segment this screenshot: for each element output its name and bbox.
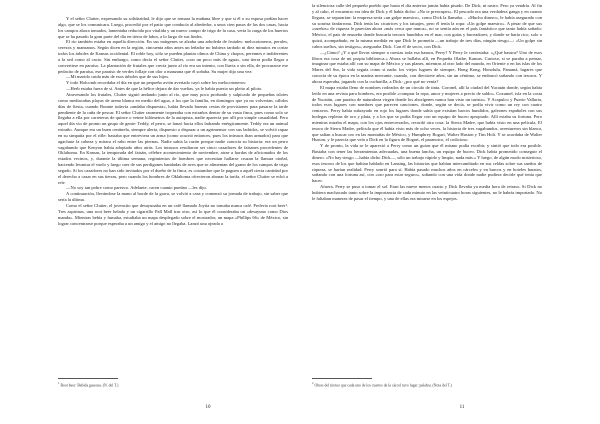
footnote-marker: 2 bbox=[312, 381, 314, 385]
paragraph: la silenciosa calle del pequeño pueblo que hasta el día anterior jamás había pisado. De Dick, ni rastro. Pero ya vendría. Al fin y al cabo, el encuentro era idea de Dick y él había dicho: «No te preocupes». El pescado era una verdadera ganga y en cuanto llegara, se separarían: la empresa sería «un golpe maestro», como Dick la llamaba… «Mucho dinero», le había asegurado con su sonrisa fanfarrona. Dick tenía las cicatrices y los tatuajes, pero él tenía la ropa: «Un golpe maestro». A pesar de que sus «sueños» de riqueza le parecían ahora «más cerca que nunca», no se sentía aún en el país fantástico que tanto había soñado: México, el país de ensueño donde buscaría tesoros hundidos en el mar, con guías y buceadores; y donde se haría rico, solo o quizá, acompañado, en la misma medida en que Dick le prometía —un trabajo de tres días, ningún riesgo—: «Un golpe sin cabos sueltos, sin testigos», aseguraba Dick. Con él de socio, con Dick. bbox=[312, 3, 542, 49]
paragraph: A continuación, llevándose la mano al borde de la gorra, se volvió a casa y comenzó su jornada de trabajo, sin saber que sería la última. bbox=[58, 191, 288, 203]
paragraph: —Herb estaba fuera de sí. Antes de que la hélice dejara de dar vueltas, ya le había puesto un pleito al piloto. bbox=[66, 86, 263, 92]
page-number: 10 bbox=[205, 405, 211, 410]
paragraph: Y el señor Clutter, expresando su solidaridad, le dijo que se tomara la mañana libre y que si él o su esposa podían hacer algo, que se los comunicara. Luego, procedió por el patio que conducía al alrededor, a unos cien pasos de las dos casas, hacia los campos ahora tomados, lamentaba reducida por vitalida y un nuevo campo de trigo de la casa, vería la carga de los huertos que se ha pasado la gran parte del día en tierra de labor, a lo largo de sus lindes. bbox=[58, 16, 288, 39]
paragraph: Atravesando los frutales, Clutter siguió andando junto al río, que muy poco profundo y salpicado de pequeñas islotes como mediacañas playas de arena blanca en medio del agua, a los que la familia, en domingos que ya no volverían, cálidos días de fiesta, cuando Bonnie todavía «andaba dispuesta», había llevado buenas cestas de provisiones para pasarse la tarde pendiente de la caña de pescar. El señor Clutter raramente tropezaba con extraños dentro de su vasta finca, pues como solo se llegaba a ella por carreteras de quince o veinte kilómetros de la autopista, nadie aparecía por allí por simple casualidad. Pero aquel día vio de pronto un grupo de gente: Teddy, el perro, se lanzó hacia ellos ladrando enérgicamente. Teddy era un animal extraño. Aunque era un buen centinela, siempre alerta, dispuesto a disparar a un agrimensor con sus ladridos, se volvió rapaz en su simpatía por el rifle: bastaba que entreviera un arma (como ocurrió entonces, pues los intrusos iban armados) para que agachase la cabeza y mirara el rabo entre las piernas. Nadie sabía la razón porque nadie conocía su historia: era un perro vagabundo que Kenyon había adoptado años atrás. Los intrusos resultaron ser cinco cazadores de faisanes procedentes de Oklahoma. En Kansas, la temporada del faisán, célebre acontecimiento de noviembre, atrae a hordas de aficionados de los estados vecinos, y, durante la última semana, regimientos de hombres que necesitan hallarse cruzan la llanura otoñal, haciendo levantar el vuelo y luego caer de sus perdigones bandadas de aves que se alimentan del grano de los campos de trigo segado. Si los cazadores no han sido invitados por el dueño de la finca, es costumbre que le paguen a aquél cierta cantidad por el derecho a cazar en sus tierras, pero cuando los hombres de Oklahoma ofrecieron abonar la tarifa, el señor Clutter se echó a reír: bbox=[58, 91, 288, 185]
footnote-divider bbox=[312, 378, 372, 379]
paragraph: El mapa estaba lleno de nombres rodeados de un círculo de tinta. Coronel, allí la ciudad del Yucatán donde, según había leído en una revista para hombres, era posible «comprar la ropa, amor y mujeres a precio de saldo». Cozumel, isla en la costa de Yucatán, «un paraíso de naturaleza virgen donde los aborígenes nunca han visto un turista». Y Acapulco y Puerto Vallarta, todos esos lugares con nombres que parecen canciones, donde, según se decía, se podía vivir como un rey con cuatro centavos. Perry había subrayado en rojo los lugares donde sabía que existían barcos hundidos, galeones españoles con sus bodegas repletas de oro y plata, y a los que se podía llegar con un equipo de buceo apropiado. Allí estaba su fortuna. Pero mientras miraba el mapa, con los ojos entrecerrados, recordó otra cosa: la Sierra Madre, que había visto en una película, El tesoro de Sierra Madre, película que él había visto más de ocho veces, la historia de tres vagabundos, aventureros sin blanca, que salían a buscar oro en las montañas de México, y Humphrey Bogart, Walter Huston y Tim Holt. Y se acordaba de Walter Huston, y le parecía que veía a Dick en la figura de Bogart, el paranoico, el codicioso. bbox=[312, 84, 542, 143]
paragraph: Afuera, Perry se puso a tomar el sol. Eran las nueve menos cuarto y Dick llevaba ya media hora de retraso. Si Dick no hubiera machacado tanto sobre la importancia de cada minuto en las veinticuatro horas siguientes, no le habría importado. No le faltaban maneras de pasar el tiempo, y una de ellas era mirarse en los espejos. bbox=[312, 184, 542, 201]
paragraph: —Mi marido cuida más de esos árboles que de sus hijos. bbox=[66, 74, 170, 80]
left-page-body bbox=[58, 16, 288, 226]
footnote-divider bbox=[58, 378, 118, 379]
footnote-text: Obras del tiroteo que cada uno de los cuartos de la cárcel tuvo lugar: palabra. (Nota del T.) bbox=[314, 383, 452, 388]
page-number: 11 bbox=[459, 405, 465, 410]
paragraph: —No soy tan pobre como parezco. Adelante, cacen cuanto puedan —les dijo. bbox=[66, 185, 207, 191]
paragraph: Y todo Holcomb recordaba el día en que un pequeño avión averiado cayó sobre los melocotoneros: bbox=[66, 80, 247, 86]
paragraph: Y de pronto, la vida se le apareció a Perry como un guion que él mismo podía escribir, y sintió que todo era posible. Bastaba con tener las herramientas adecuadas, una buena lancha, un equipo de buceo. Dick había prometido conseguir el dinero. «No hay riesgo —había dicho Dick—, sólo un trabajo rápido y limpio, nada más.» Y luego, de algún modo misterioso, esos tesoros de los que habían hablado en Lansing, las historias que habían intercambiado en sus celdas sobre sus sueños de riqueza, se harían realidad. Perry sonrió para sí. Había pasado muchos años en cárceles y en barcos y en hoteles baratos, soñando con una fortuna así, con «oro para estar seguro», soñando con una vida donde nadie pudiera decirle qué tenía que hacer. bbox=[312, 143, 542, 184]
footnote bbox=[312, 381, 542, 388]
paragraph: Como el señor Clutter, el jovencito que desayunaba en un café llamado Joyita no tomaba nunca café. Prefería root beer¹. Tres aspirinas, una root beer helada y un cigarrillo Pall Mall tras otro, así lo que él consideraba un «desayuno como Dios manda». Mientras bebía y fumaba, estudiaba un mapa desplegado sobre el mostrador, un mapa «Phillips 66» de México, sin lograr concentrarse porque esperaba a un amigo y el amigo no llegaba. Lanzó una ojeada a bbox=[58, 203, 288, 226]
paragraph: —¿Cómo? ¿Y a qué llevas siempre a cuestas toda esa basura, Perry? Y Perry le contestaba: «¿Qué basura? Uno de esos libros era cosa de mi propia biblioteca.» Ahora se hallaba allí, en Pequeña Olathe, Kansas. Curioso, si se paraba a pensar, imaginar que estaba allí con su mapa de México y sus planes, mientras al otro lado del mundo, en Oriente o en las islas de los Mares del Sur, la vida seguía como si nada: los viejos lugares de siempre, Hong Kong, Honolulu, Panamá, lugares que conocía de su época en la marina mercante, cuando, con diecisiete años, sin un céntimo, se embarcó soñando con tesoros. Y ahora esperaba, jugando con la cucharilla, a Dick: ¿por qué no venía? bbox=[312, 49, 542, 84]
right-page bbox=[300, 0, 600, 424]
footnote-text: Root beer: Bebida gaseosa. (N. del T.) bbox=[60, 383, 119, 388]
footnote bbox=[58, 381, 288, 388]
right-page-body bbox=[312, 3, 542, 202]
footnote-marker: 1 bbox=[58, 381, 60, 385]
paragraph: El río también estaba en aquella dirección. En sus márgenes se alzaba una arboleda de frutales: melocotoneros, perales, cerezos y manzanos. Según dicen en la región, cincuenta años antes un leñador no hubiera tardado ni diez minutos en cortar todos los árboles de Kansas occidental. El roble hoy, sólo se pueden plantar olmos de China y chopos, perennes e indiferentes a la sed como al cacto. Sin embargo, como decía el señor Clutter, «con un poco más de agua», una tierra podía llegar a convertirse en paraíso. La plantación de frutales que crecía junto al río era un intento, con lluvia o sin ella, de procurarse ese pedacito de paraíso, ese paraíso de verdes follaje con olor a manzana que él soñaba. Su mujer dijo una vez: bbox=[58, 39, 288, 74]
